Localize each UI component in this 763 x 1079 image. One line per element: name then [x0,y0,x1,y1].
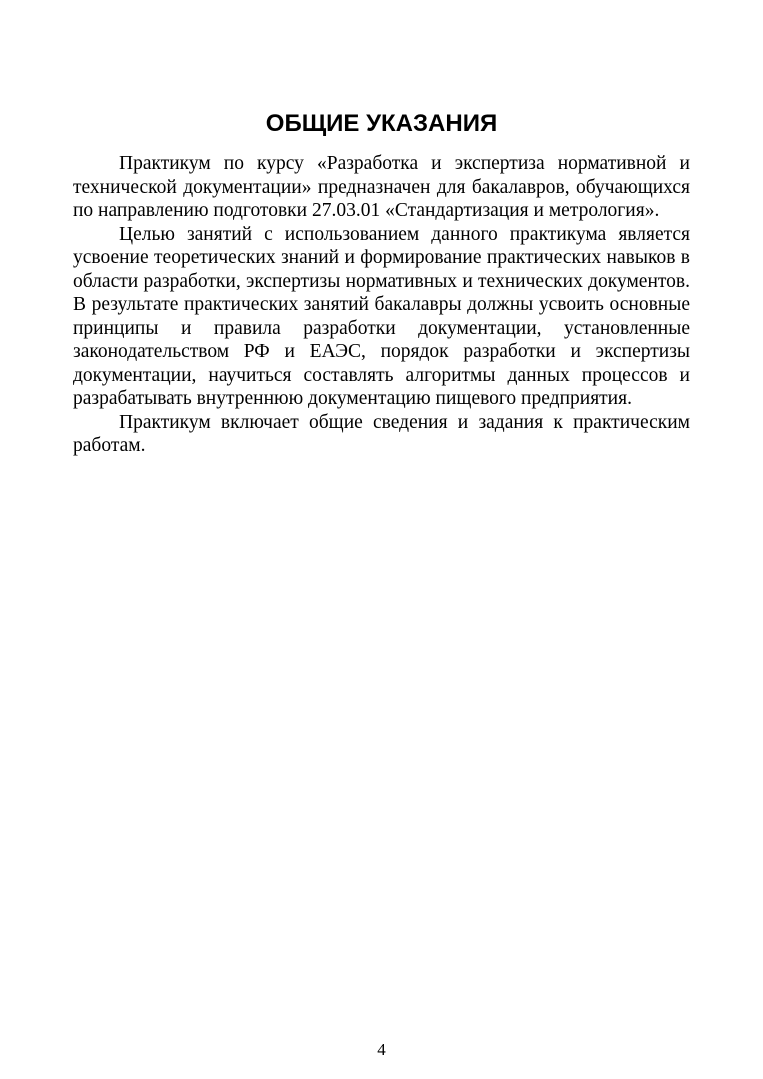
page-number: 4 [377,1040,386,1059]
paragraph-goals: Целью занятий с использованием данного практикума является усвоение теоретических знаний и формирование практических навыков в области разработки, экспертизы нормативных и технических документов. В результате практических занятий бакалавры должны усвоить основные принципы и правила разработки документации, установленные законодательством РФ и ЕАЭС, порядок разработки и экспертизы документации, научиться составлять алгоритмы данных процессов и разрабатывать внутреннюю документацию пищевого предприятия. [73,223,690,409]
paragraph-contents: Практикум включает общие сведения и задания к практическим работам. [73,411,690,456]
page-title: ОБЩИЕ УКАЗАНИЯ [265,110,498,137]
body-text [73,152,690,458]
paragraph-intro: Практикум по курсу «Разработка и экспертиза нормативной и технической документации» предназначен для бакалавров, обучающихся по направлению подготовки 27.03.01 «Стандартизация и метрология». [73,153,690,221]
